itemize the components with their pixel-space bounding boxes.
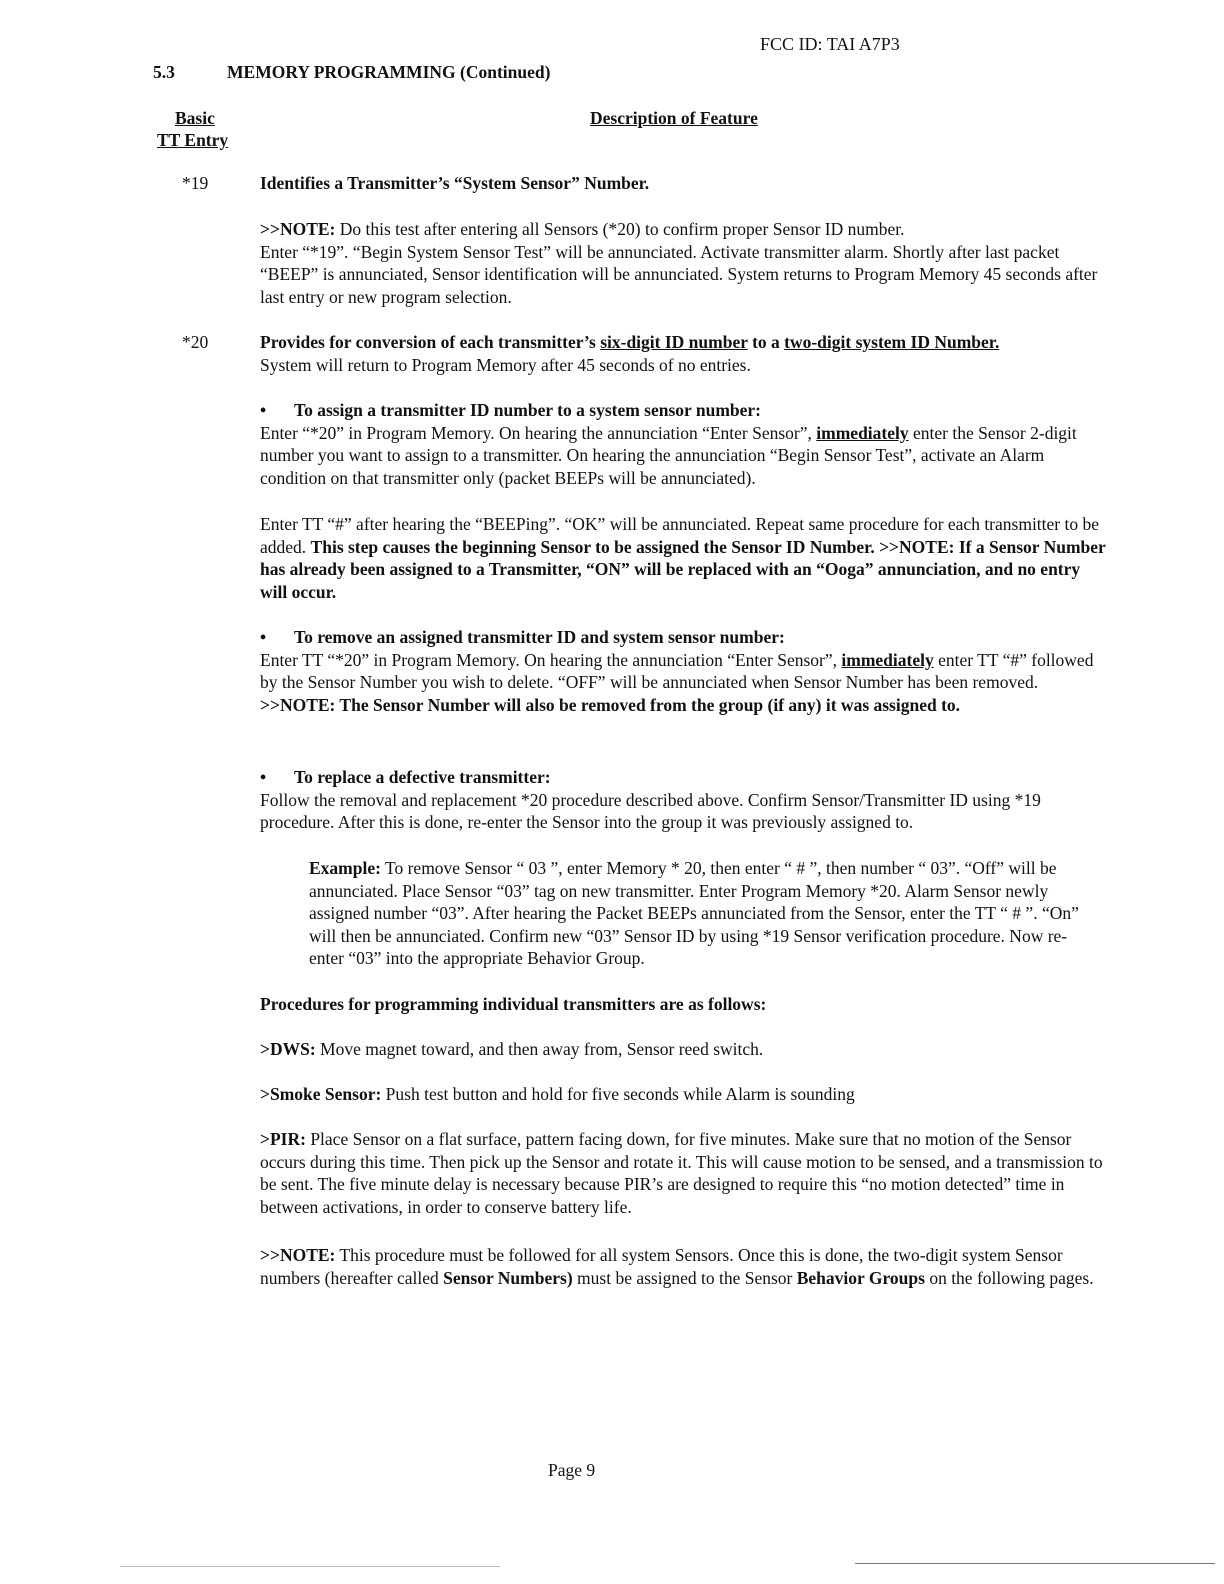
procedures-note-label: >>NOTE: bbox=[260, 1245, 336, 1265]
remove-p1a: Enter TT “*20” in Program Memory. On hearing the annunciation “Enter Sensor”, bbox=[260, 649, 842, 670]
entry20-title-six-digit: six-digit ID number bbox=[600, 332, 748, 352]
column-heading-description: Description of Feature bbox=[590, 108, 758, 128]
procedures-note-a: This procedure must be followed for all system Sensors. Once this is done, the two-digit system Sensor numbers (hereafter called bbox=[260, 1245, 1063, 1288]
entry19-body bbox=[260, 218, 1110, 308]
scan-artifact-line bbox=[120, 1566, 500, 1567]
page-number: Page 9 bbox=[548, 1460, 596, 1480]
bullet-icon: • bbox=[260, 767, 267, 787]
procedures-note-e: on the following pages. bbox=[924, 1267, 1094, 1288]
procedure-pir bbox=[260, 1128, 1110, 1218]
pir-label: >PIR: bbox=[260, 1129, 306, 1149]
procedure-dws bbox=[260, 1038, 1110, 1061]
remove-p1-immediately: immediately bbox=[841, 649, 934, 670]
procedures-heading: Procedures for programming individual transmitters are as follows: bbox=[260, 994, 767, 1014]
remove-note: >>NOTE: The Sensor Number will also be removed from the group (if any) it was assigned to. bbox=[260, 694, 961, 715]
assign-p1c: enter the Sensor 2-digit number you want to assign to a transmitter. On hearing the annunciation “Begin Sensor Test”, activate an Alarm condition on that transmitter only (packet BEEPs will be annunciated). bbox=[260, 422, 1077, 488]
entry-code-19: *19 bbox=[182, 173, 209, 193]
section-number: 5.3 bbox=[153, 62, 175, 82]
assign-heading: To assign a transmitter ID number to a system sensor number: bbox=[294, 400, 762, 420]
entry19-note-text: Do this test after entering all Sensors (*20) to confirm proper Sensor ID number. bbox=[335, 219, 905, 239]
entry20-heading bbox=[260, 331, 1110, 376]
entry19-title: Identifies a Transmitter’s “System Sensor” Number. bbox=[260, 173, 650, 193]
assign-paragraph-2 bbox=[260, 513, 1110, 603]
assign-p2a: Enter TT “#” after hearing the “BEEPing”. “OK” will be annunciated. Repeat same procedure for each transmitter to be added. bbox=[260, 514, 1100, 557]
bullet-icon: • bbox=[260, 400, 267, 420]
replace-paragraph: Follow the removal and replacement *20 procedure described above. Confirm Sensor/Transmitter ID using *19 procedure. After this is done, re-enter the Sensor into the group it was previously assigned to. bbox=[260, 789, 1041, 832]
assign-p1-immediately: immediately bbox=[816, 422, 909, 443]
procedures-note-behavior-groups: Behavior Groups bbox=[796, 1267, 925, 1288]
entry19-note-label: >>NOTE: bbox=[260, 219, 336, 239]
procedure-smoke bbox=[260, 1083, 1110, 1106]
procedures-note-sensor-numbers: Sensor Numbers) bbox=[443, 1267, 573, 1288]
smoke-text: Push test button and hold for five seconds while Alarm is sounding bbox=[381, 1084, 855, 1104]
entry20-title-two-digit: two-digit system ID Number. bbox=[784, 332, 1000, 352]
dws-label: >DWS: bbox=[260, 1039, 316, 1059]
example-text: To remove Sensor “ 03 ”, enter Memory * 20, then enter “ # ”, then number “ 03”. “Off” will be annunciated. Place Sensor “03” tag on new transmitter. Enter Program Memory *20. Alarm Sensor newly assigned number “03”. After hearing the Packet BEEPs annunciated from the Sensor, enter the TT “ # ”. “On” will then be annunciated. Confirm new “03” Sensor ID by using *19 Sensor verification procedure. Now re-enter “03” into the appropriate Behavior Group. bbox=[309, 858, 1079, 968]
entry20-title-c: to a bbox=[747, 332, 785, 352]
assign-p2b: This step causes the beginning Sensor to be assigned the Sensor ID Number. bbox=[310, 536, 875, 557]
remove-p1c: enter TT “#” followed by the Sensor Number you wish to delete. “OFF” will be annunciated when Sensor Number has been removed. bbox=[260, 649, 1094, 692]
column-heading-basic: Basic bbox=[175, 108, 215, 128]
smoke-label: >Smoke Sensor: bbox=[260, 1084, 382, 1104]
assign-p2-note: >>NOTE: If a Sensor Number has already been assigned to a Transmitter, “ON” will be replaced with an “Ooga” annunciation, and no entry will occur. bbox=[260, 536, 1106, 602]
assign-section bbox=[260, 399, 1110, 489]
entry20-title-a: Provides for conversion of each transmitter’s bbox=[260, 332, 601, 352]
entry-code-20: *20 bbox=[182, 332, 209, 352]
fcc-id: FCC ID: TAI A7P3 bbox=[760, 34, 900, 54]
procedures-note-c: must be assigned to the Sensor bbox=[572, 1267, 797, 1288]
pir-text: Place Sensor on a flat surface, pattern facing down, for five minutes. Make sure that no motion of the Sensor occurs during this time. Then pick up the Sensor and rotate it. This will cause motion to be sensed, and a transmission to be sent. The five minute delay is necessary because PIR’s are designed to require this “no motion detected” time in between activations, in order to conserve battery life. bbox=[260, 1129, 1103, 1217]
scan-artifact-line bbox=[855, 1563, 1215, 1564]
bullet-icon: • bbox=[260, 627, 267, 647]
section-title: MEMORY PROGRAMMING (Continued) bbox=[227, 62, 551, 82]
example-label: Example: bbox=[309, 858, 381, 878]
entry19-paragraph: Enter “*19”. “Begin System Sensor Test” will be annunciated. Activate transmitter alarm. Shortly after last packet “BEEP” is annunciated, Sensor identification will be annunciated. System returns to Program Memory 45 seconds after last entry or new program selection. bbox=[260, 241, 1098, 307]
remove-section bbox=[260, 626, 1110, 716]
assign-paragraph-1 bbox=[260, 422, 1110, 490]
remove-heading: To remove an assigned transmitter ID and system sensor number: bbox=[294, 627, 785, 647]
replace-section bbox=[260, 766, 1110, 834]
remove-paragraph bbox=[260, 649, 1110, 694]
procedures-note bbox=[260, 1244, 1110, 1289]
entry20-subtitle: System will return to Program Memory after 45 seconds of no entries. bbox=[260, 354, 751, 375]
replace-example bbox=[309, 857, 1099, 970]
dws-text: Move magnet toward, and then away from, Sensor reed switch. bbox=[315, 1039, 764, 1059]
assign-p1a: Enter “*20” in Program Memory. On hearing the annunciation “Enter Sensor”, bbox=[260, 422, 817, 443]
column-heading-tt-entry: TT Entry bbox=[157, 130, 229, 150]
replace-heading: To replace a defective transmitter: bbox=[294, 767, 551, 787]
